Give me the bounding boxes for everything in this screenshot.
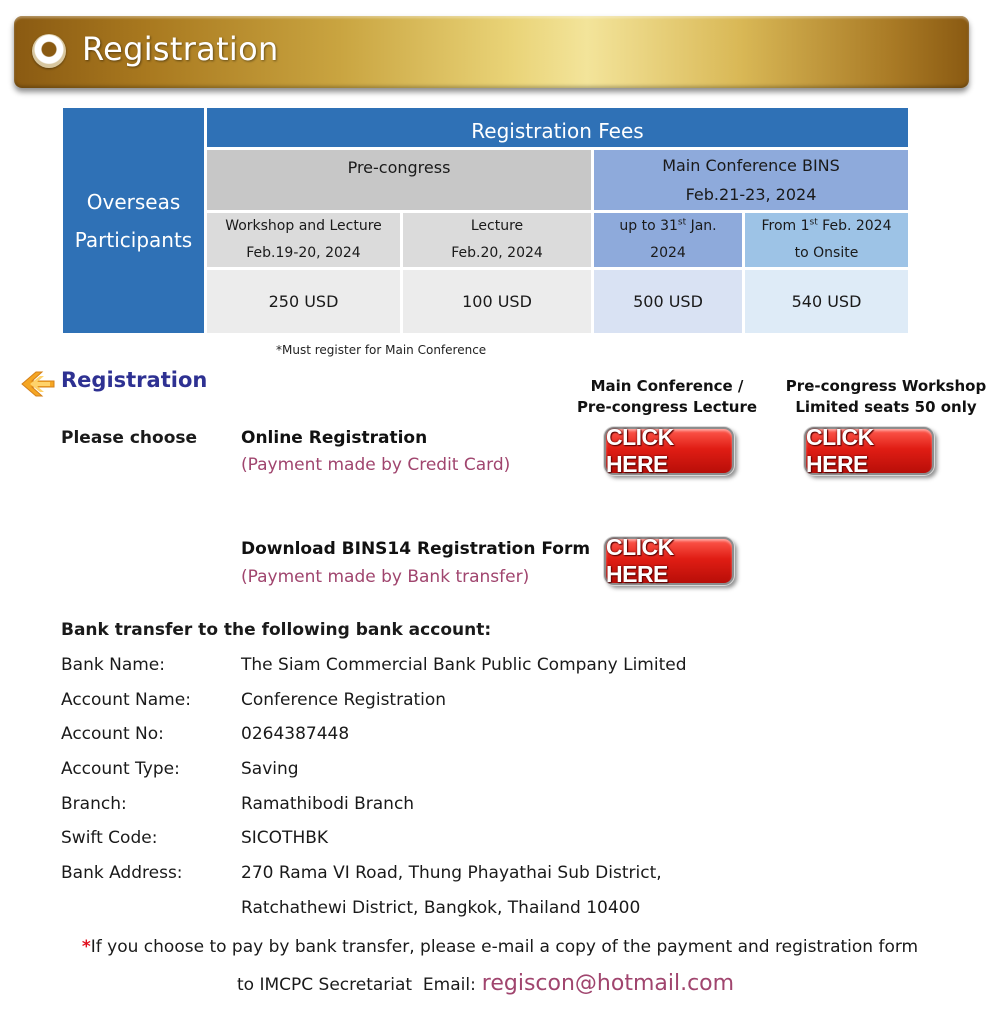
bank-transfer-heading: Bank transfer to the following bank account: bbox=[61, 620, 492, 640]
price-workshop: 250 USD bbox=[207, 270, 400, 333]
ring-bullet-icon bbox=[32, 34, 66, 68]
click-here-workshop-button[interactable]: CLICK HERE bbox=[804, 427, 934, 475]
main-conf-dates: Feb.21-23, 2024 bbox=[685, 185, 817, 204]
footer-line2: to IMCPC Secretariat Email: bbox=[237, 975, 476, 995]
arrow-left-icon bbox=[20, 369, 56, 399]
branch-value: Ramathibodi Branch bbox=[241, 794, 415, 814]
fees-note: *Must register for Main Conference bbox=[276, 343, 487, 357]
price-early: 500 USD bbox=[594, 270, 742, 333]
row-label-line1: Overseas bbox=[86, 189, 181, 214]
main-conference-header bbox=[594, 150, 908, 210]
sub-header-line2: to Onsite bbox=[794, 245, 859, 261]
sub-header-line1: Lecture bbox=[470, 218, 524, 234]
footer-instruction bbox=[0, 937, 1000, 957]
download-form-subtitle: (Payment made by Bank transfer) bbox=[241, 567, 530, 587]
account-type-label: Account Type: bbox=[61, 759, 180, 779]
please-choose-label: Please choose bbox=[61, 428, 198, 448]
sub-header-early bbox=[594, 213, 742, 267]
bank-address-line2: Ratchathewi District, Bangkok, Thailand 10400 bbox=[241, 898, 641, 918]
sub-header-lecture bbox=[403, 213, 591, 267]
sub-header-line1 bbox=[619, 213, 716, 240]
date-text: Feb. 2024 bbox=[817, 218, 892, 234]
click-here-download-form-button[interactable]: CLICK HERE bbox=[604, 537, 734, 585]
column-header-line2: Pre-congress Lecture bbox=[576, 398, 758, 416]
row-label-line2: Participants bbox=[74, 227, 193, 252]
sub-header-workshop bbox=[207, 213, 400, 267]
online-registration-title: Online Registration bbox=[241, 428, 428, 448]
registration-title: Registration bbox=[61, 368, 208, 392]
account-no-label: Account No: bbox=[61, 724, 164, 744]
swift-code-value: SICOTHBK bbox=[241, 828, 329, 848]
pre-congress-header: Pre-congress bbox=[207, 150, 591, 210]
column-header-line1: Main Conference / bbox=[590, 377, 744, 395]
column-header-workshop bbox=[780, 376, 992, 418]
ordinal-suffix: st bbox=[677, 217, 687, 228]
bank-name-value: The Siam Commercial Bank Public Company Limited bbox=[241, 655, 687, 675]
sub-header-line2: Feb.20, 2024 bbox=[451, 245, 543, 261]
price-lecture: 100 USD bbox=[403, 270, 591, 333]
main-conf-title: Main Conference BINS bbox=[662, 156, 840, 175]
overseas-participants-cell bbox=[63, 108, 204, 333]
footer-email-line bbox=[237, 971, 734, 996]
bank-name-label: Bank Name: bbox=[61, 655, 165, 675]
date-text: up to 31 bbox=[619, 218, 678, 234]
sub-header-line1: Workshop and Lecture bbox=[225, 218, 382, 234]
sub-header-late bbox=[745, 213, 908, 267]
column-header-line1: Pre-congress Workshop bbox=[785, 377, 987, 395]
branch-label: Branch: bbox=[61, 794, 127, 814]
account-type-value: Saving bbox=[241, 759, 299, 779]
account-no-value: 0264387448 bbox=[241, 724, 350, 744]
ordinal-suffix: st bbox=[809, 217, 818, 228]
date-text: From 1 bbox=[761, 218, 810, 234]
sub-header-line1 bbox=[761, 213, 891, 240]
bank-address-value: 270 Rama VI Road, Thung Phayathai Sub District, bbox=[241, 863, 662, 883]
download-form-title: Download BINS14 Registration Form bbox=[241, 539, 591, 559]
banner-title: Registration bbox=[82, 30, 279, 68]
bank-address-label: Bank Address: bbox=[61, 863, 183, 883]
account-name-label: Account Name: bbox=[61, 690, 191, 710]
email-link[interactable]: regiscon@hotmail.com bbox=[481, 971, 735, 996]
swift-code-label: Swift Code: bbox=[61, 828, 158, 848]
account-name-value: Conference Registration bbox=[241, 690, 447, 710]
fees-header: Registration Fees bbox=[207, 108, 908, 147]
required-star: * bbox=[81, 937, 91, 957]
sub-header-line2: Feb.19-20, 2024 bbox=[246, 245, 361, 261]
online-registration-subtitle: (Payment made by Credit Card) bbox=[241, 455, 511, 475]
sub-header-line2: 2024 bbox=[650, 245, 686, 261]
price-late: 540 USD bbox=[745, 270, 908, 333]
date-text: Jan. bbox=[686, 218, 717, 234]
footer-line1: If you choose to pay by bank transfer, please e-mail a copy of the payment and registration form bbox=[90, 937, 919, 957]
click-here-main-conference-button[interactable]: CLICK HERE bbox=[604, 427, 734, 475]
column-header-main-conference bbox=[570, 376, 764, 418]
column-header-line2: Limited seats 50 only bbox=[795, 398, 977, 416]
